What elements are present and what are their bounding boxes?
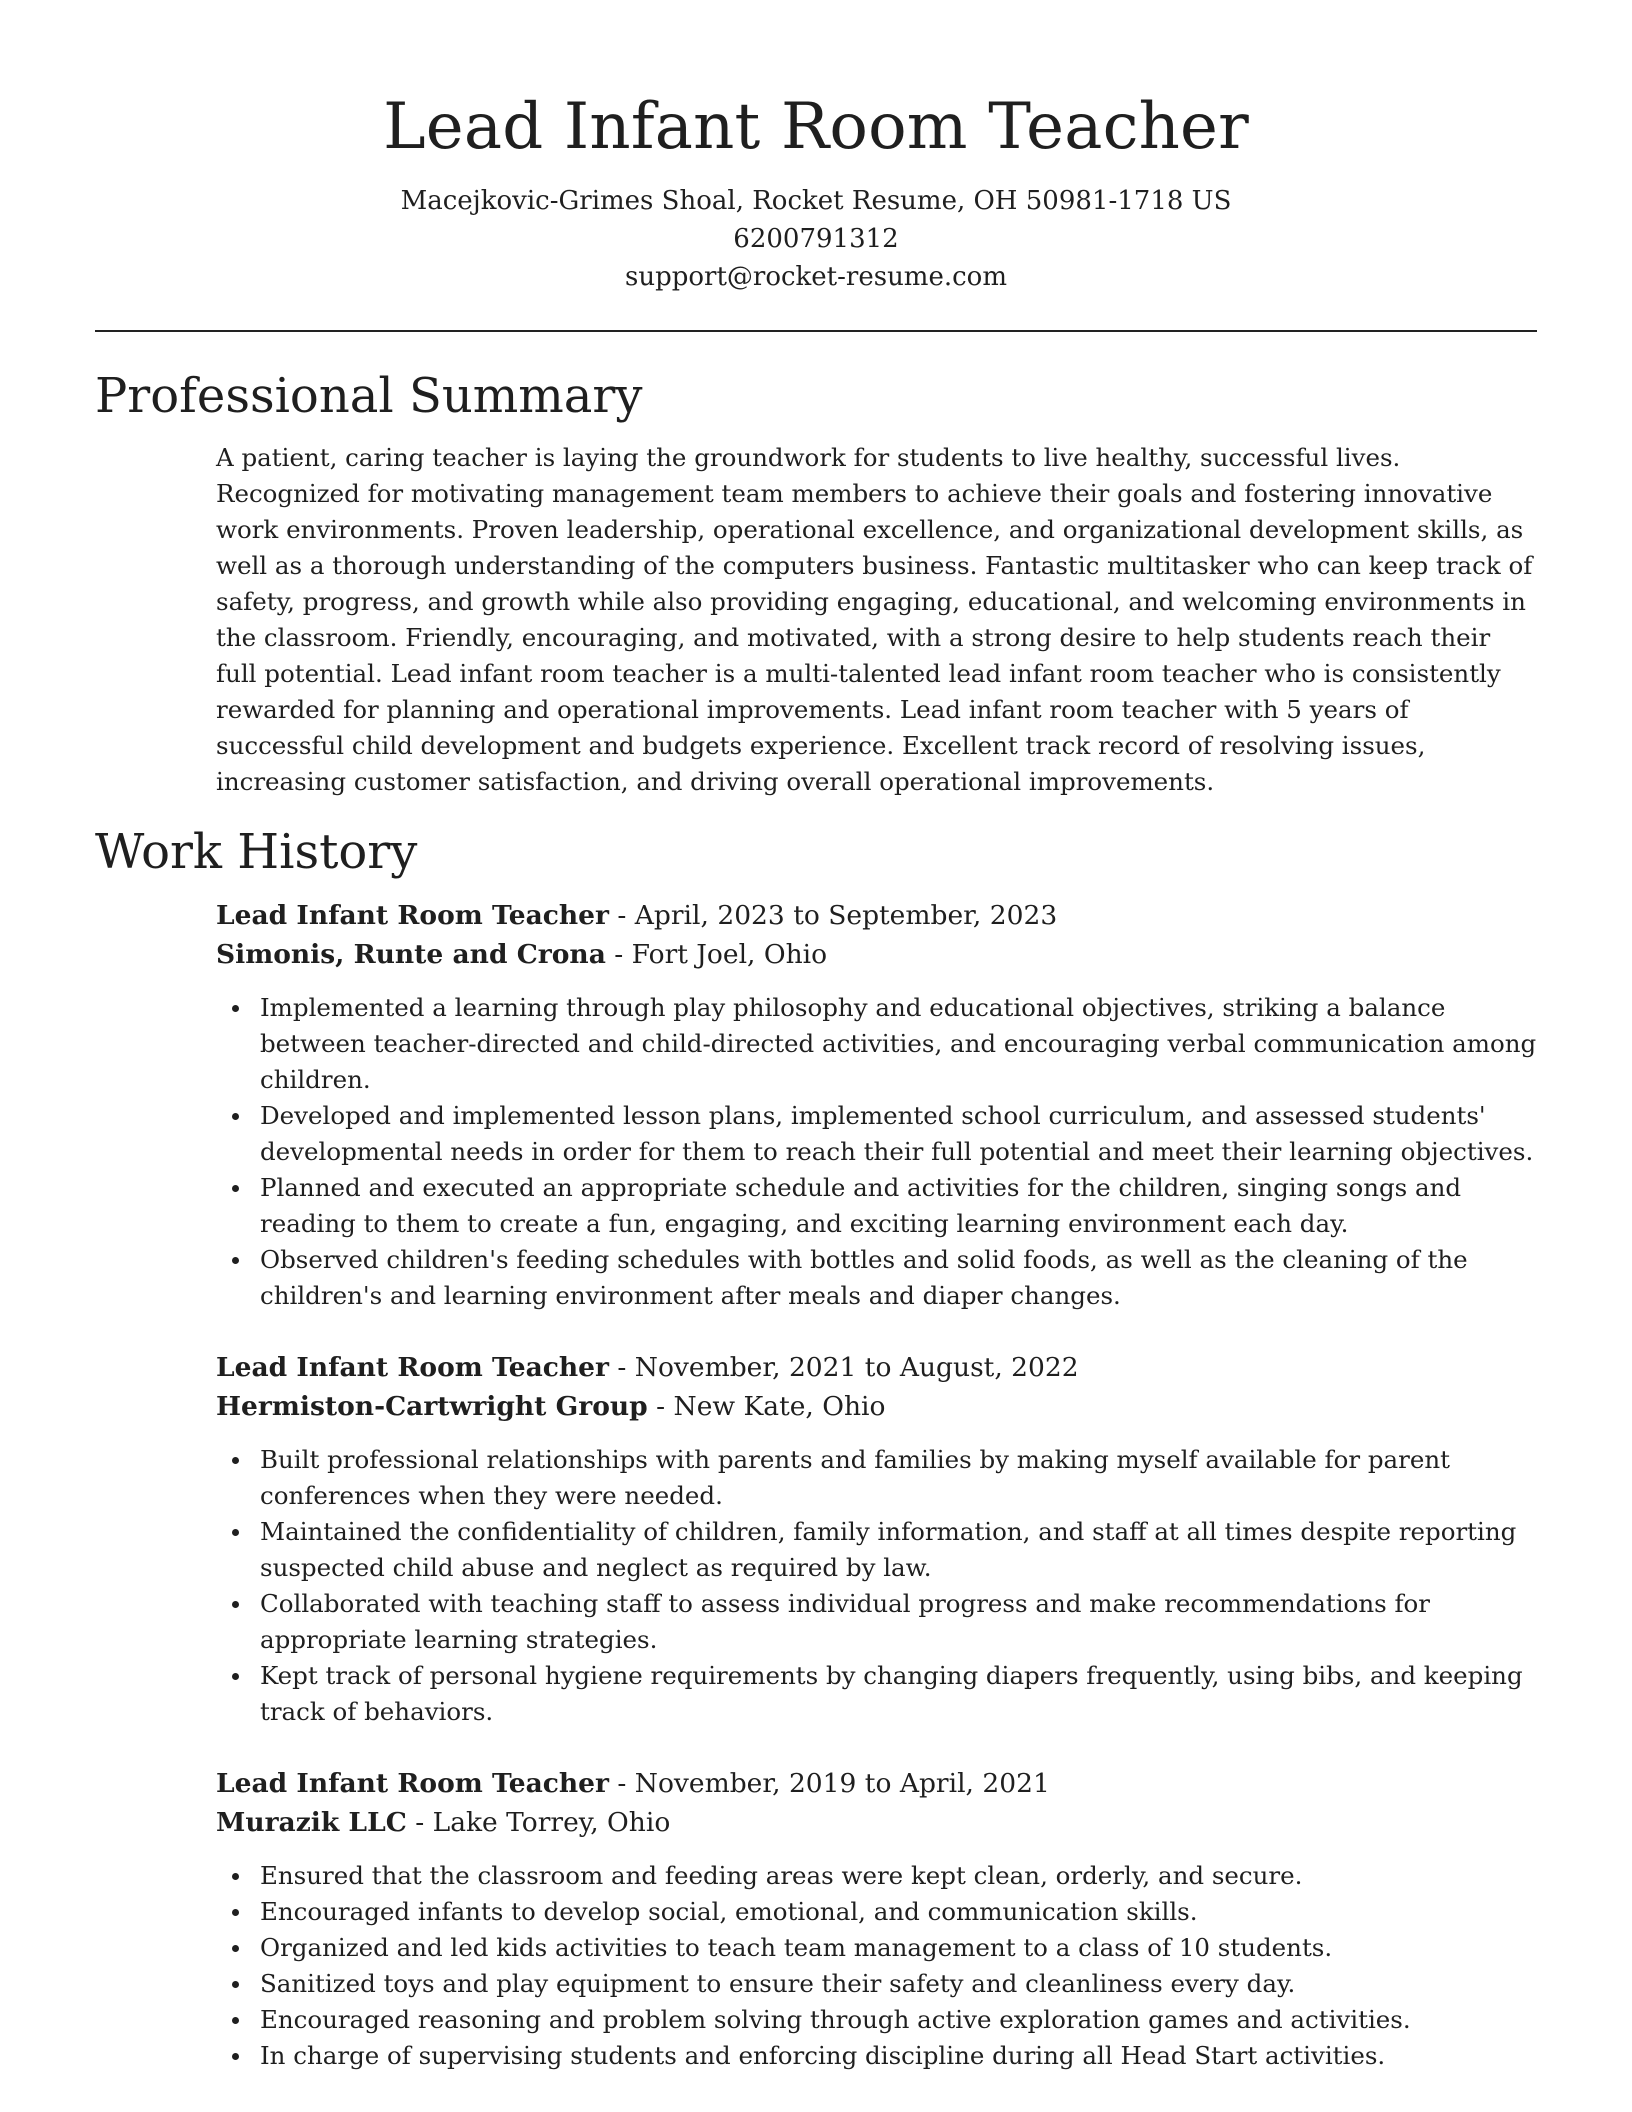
job-company-line xyxy=(216,935,1537,974)
job-company: Murazik LLC xyxy=(216,1807,407,1838)
summary-paragraph: A patient, caring teacher is laying the groundwork for students to live healthy, successful lives. Recognized for motivating management team members to achieve their goals and fostering innovative work environments. Proven leadership, operational excellence, and organizational development skills, as well as a thorough understanding of the computers business. Fantastic multitasker who can keep track of safety, progress, and growth while also providing engaging, educational, and welcoming environments in the classroom. Friendly, encouraging, and motivated, with a strong desire to help students reach their full potential. Lead infant room teacher is a multi-talented lead infant room teacher who is consistently rewarded for planning and operational improvements. Lead infant room teacher with 5 years of successful child development and budgets experience. Excellent track record of resolving issues, increasing customer satisfaction, and driving overall operational improvements. xyxy=(216,443,1533,796)
list-item: Observed children's feeding schedules with bottles and solid foods, as well as the cleaning of the children's and learning environment after meals and diaper changes. xyxy=(216,1242,1537,1314)
candidate-title: Lead Infant Room Teacher xyxy=(383,90,1249,164)
job-entry xyxy=(216,1348,1537,1730)
job-role: Lead Infant Room Teacher xyxy=(216,1352,609,1383)
phone-line: 6200791312 xyxy=(733,224,899,254)
work-history-list xyxy=(216,896,1537,2074)
job-bullets xyxy=(216,990,1537,1314)
list-item: Developed and implemented lesson plans, implemented school curriculum, and assessed students' developmental needs in order for them to reach their full potential and meet their learning objectives. xyxy=(216,1098,1537,1170)
job-dates: - November, 2019 to April, 2021 xyxy=(608,1768,1050,1799)
list-item: Kept track of personal hygiene requirements by changing diapers frequently, using bibs, and keeping track of behaviors. xyxy=(216,1658,1537,1730)
list-item: Encouraged infants to develop social, emotional, and communication skills. xyxy=(216,1894,1537,1930)
job-entry xyxy=(216,1764,1537,2074)
resume-header xyxy=(95,0,1537,296)
job-title-line xyxy=(216,1348,1537,1387)
job-title-line xyxy=(216,1764,1537,1803)
job-company: Simonis, Runte and Crona xyxy=(216,939,606,970)
list-item: Maintained the confidentiality of children, family information, and staff at all times despite reporting suspected child abuse and neglect as required by law. xyxy=(216,1514,1537,1586)
job-company: Hermiston-Cartwright Group xyxy=(216,1391,648,1422)
work-history-heading: Work History xyxy=(95,824,418,880)
job-bullets xyxy=(216,1858,1537,2074)
list-item: In charge of supervising students and enforcing discipline during all Head Start activities. xyxy=(216,2038,1537,2074)
list-item: Planned and executed an appropriate schedule and activities for the children, singing songs and reading to them to create a fun, engaging, and exciting learning environment each day. xyxy=(216,1170,1537,1242)
list-item: Ensured that the classroom and feeding areas were kept clean, orderly, and secure. xyxy=(216,1858,1537,1894)
job-title-line xyxy=(216,896,1537,935)
job-bullets xyxy=(216,1442,1537,1730)
job-location: - New Kate, Ohio xyxy=(647,1391,886,1422)
resume-page xyxy=(95,0,1537,2074)
list-item: Sanitized toys and play equipment to ensure their safety and cleanliness every day. xyxy=(216,1966,1537,2002)
list-item: Implemented a learning through play philosophy and educational objectives, striking a balance between teacher-directed and child-directed activities, and encouraging verbal communication among children. xyxy=(216,990,1537,1098)
list-item: Built professional relationships with parents and families by making myself available for parent conferences when they were needed. xyxy=(216,1442,1537,1514)
summary-heading: Professional Summary xyxy=(95,368,643,424)
job-role: Lead Infant Room Teacher xyxy=(216,900,609,931)
job-company-line xyxy=(216,1803,1537,1842)
address-line: Macejkovic-Grimes Shoal, Rocket Resume, OH 50981-1718 US xyxy=(400,186,1232,216)
job-entry xyxy=(216,896,1537,1314)
list-item: Organized and led kids activities to teach team management to a class of 10 students. xyxy=(216,1930,1537,1966)
job-role: Lead Infant Room Teacher xyxy=(216,1768,609,1799)
job-company-line xyxy=(216,1387,1537,1426)
email-line: support@rocket-resume.com xyxy=(624,262,1007,292)
list-item: Encouraged reasoning and problem solving through active exploration games and activities. xyxy=(216,2002,1537,2038)
job-dates: - November, 2021 to August, 2022 xyxy=(608,1352,1079,1383)
contact-block xyxy=(95,182,1537,296)
job-dates: - April, 2023 to September, 2023 xyxy=(608,900,1058,931)
job-location: - Fort Joel, Ohio xyxy=(605,939,828,970)
list-item: Collaborated with teaching staff to assess individual progress and make recommendations for appropriate learning strategies. xyxy=(216,1586,1537,1658)
header-divider xyxy=(95,330,1537,332)
job-location: - Lake Torrey, Ohio xyxy=(406,1807,671,1838)
